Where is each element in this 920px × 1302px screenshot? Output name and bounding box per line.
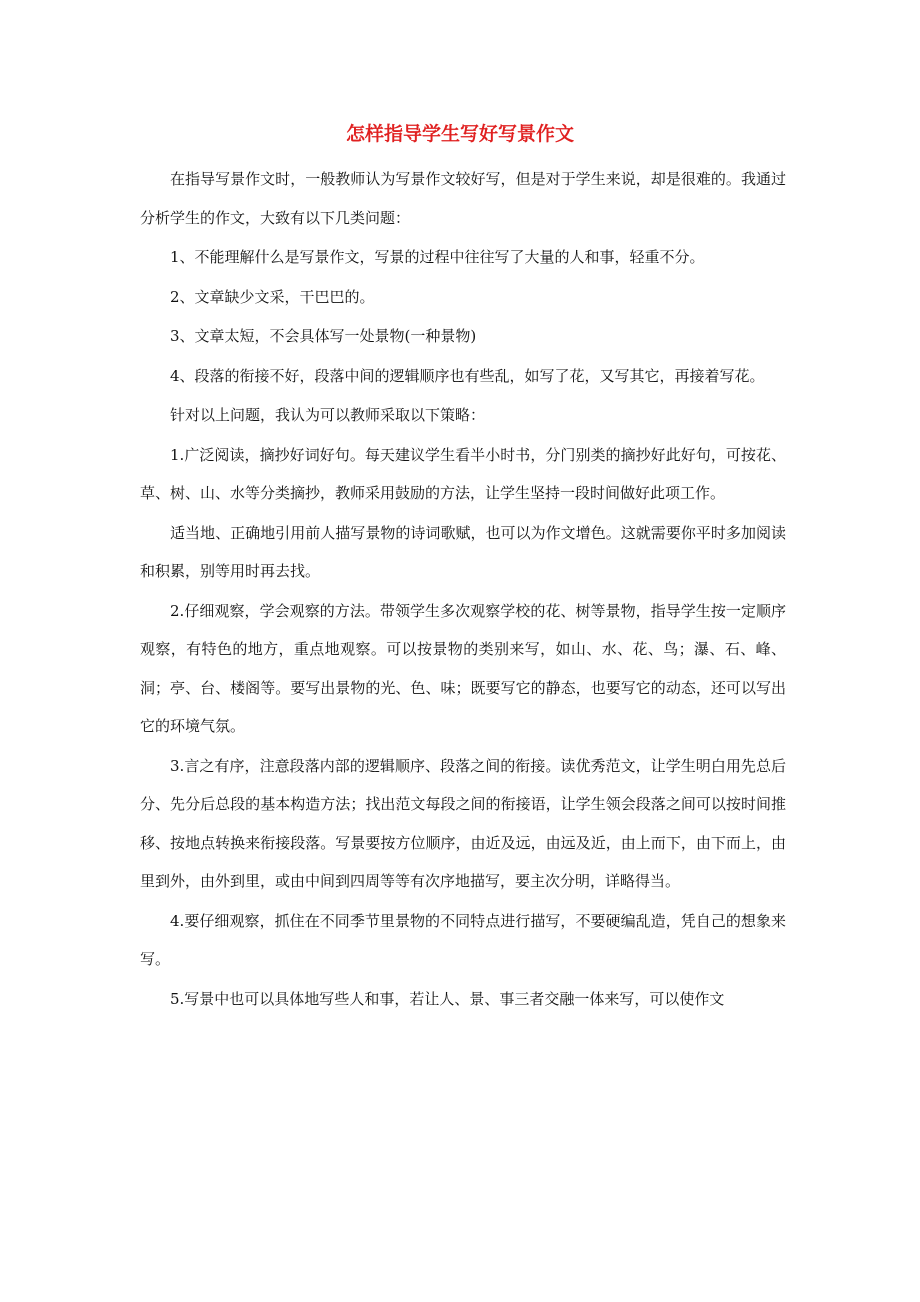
paragraph-problem-1: 1、不能理解什么是写景作文，写景的过程中往往写了大量的人和事，轻重不分。 xyxy=(170,248,705,266)
paragraph-strategy-1: 1.广泛阅读，摘抄好词好句。每天建议学生看半小时书，分门别类的摘抄好此好句，可按花、草、树、山、水等分类摘抄，教师采用鼓励的方法，让学生坚持一段时间做好此项工作。 xyxy=(140,445,786,502)
document-title: 怎样指导学生写好写景作文 xyxy=(345,123,574,145)
paragraph-problem-4: 4、段落的衔接不好，段落中间的逻辑顺序也有些乱，如写了花，又写其它，再接着写花。 xyxy=(170,366,765,385)
paragraph-strategy-1-note: 适当地、正确地引用前人描写景物的诗词歌赋，也可以为作文增色。这就需要你平时多加阅读和积累，别等用时再去找。 xyxy=(140,523,786,580)
document-body xyxy=(140,160,786,1019)
paragraph-strategy-3: 3.言之有序，注意段落内部的逻辑顺序、段落之间的衔接。读优秀范文，让学生明白用先总后分、先分后总段的基本构造方法；找出范文每段之间的衔接语，让学生领会段落之间可以按时间推移、按地点转换来衔接段落。写景要按方位顺序，由近及远，由远及近，由上而下，由下而上，由里到外，由外到里，或由中间到四周等等有次序地描写，要主次分明，详略得当。 xyxy=(140,756,786,890)
paragraph-strategy-4: 4.要仔细观察，抓住在不同季节里景物的不同特点进行描写，不要硬编乱造，凭自己的想象来写。 xyxy=(140,911,786,968)
paragraph-strategy-5: 5.写景中也可以具体地写些人和事，若让人、景、事三者交融一体来写，可以使作文 xyxy=(170,989,725,1008)
paragraph-problem-3: 3、文章太短，不会具体写一处景物(一种景物) xyxy=(170,327,477,345)
paragraph-strategy-intro: 针对以上问题，我认为可以教师采取以下策略： xyxy=(170,406,486,424)
paragraph-problem-2: 2、文章缺少文采，干巴巴的。 xyxy=(170,287,375,306)
paragraph-intro: 在指导写景作文时，一般教师认为写景作文较好写，但是对于学生来说，却是很难的。我通过分析学生的作文，大致有以下几类问题： xyxy=(140,170,786,227)
paragraph-strategy-2: 2.仔细观察，学会观察的方法。带领学生多次观察学校的花、树等景物，指导学生按一定顺序观察，有特色的地方，重点地观察。可以按景物的类别来写，如山、水、花、鸟；瀑、石、峰、洞；亭、台、楼阁等。要写出景物的光、色、味；既要写它的静态，也要写它的动态，还可以写出它的环境气氛。 xyxy=(140,601,786,735)
